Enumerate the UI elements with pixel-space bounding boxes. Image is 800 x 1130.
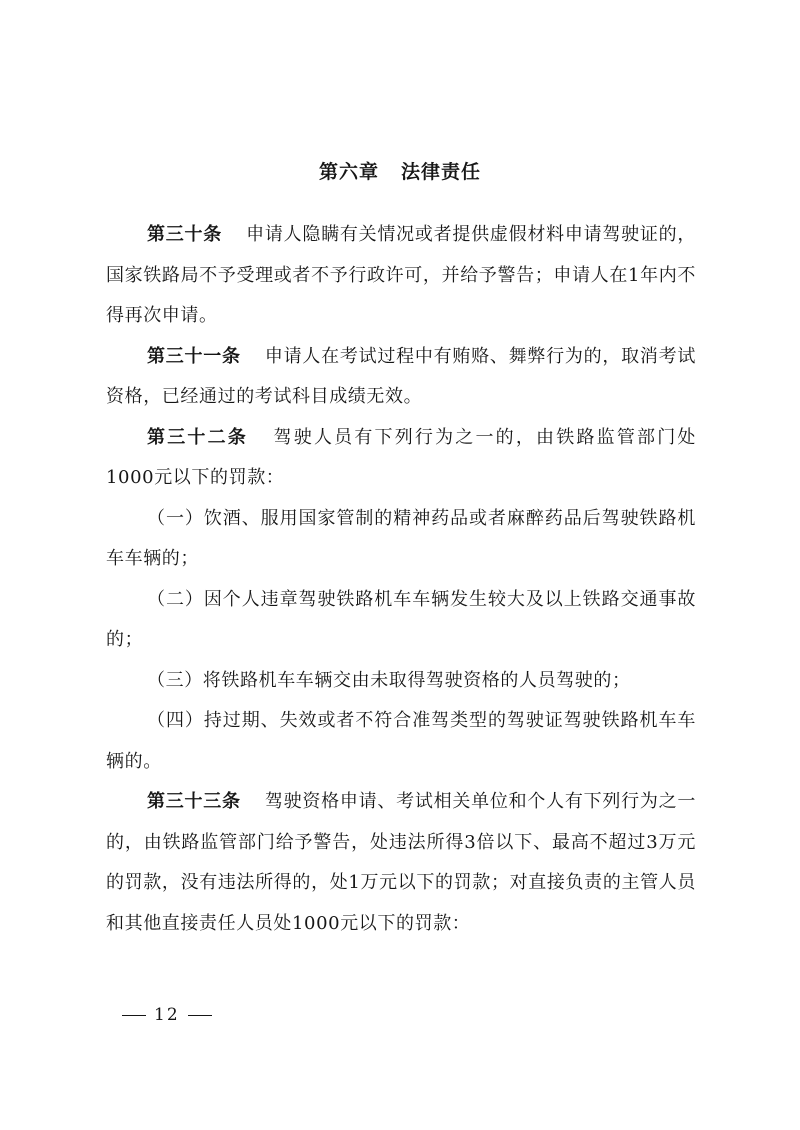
article-text: 驾驶资格申请、考试相关单位和个人有下列行为之一的，由铁路监管部门给予警告，处违法所得3倍以下、最高不超过3万元的罚款，没有违法所得的，处1万元以下的罚款；对直接负责的主管人员和其他直接责任人员处1000元以下的罚款：	[106, 791, 696, 934]
list-item-4: （四）持过期、失效或者不符合准驾类型的驾驶证驾驶铁路机车车辆的。	[106, 710, 696, 772]
article-32	[106, 418, 696, 499]
chapter-title	[0, 157, 800, 184]
article-number: 第三十三条	[147, 791, 241, 812]
list-item-1: （一）饮酒、服用国家管制的精神药品或者麻醉药品后驾驶铁路机车车辆的；	[106, 507, 696, 569]
article-30	[106, 215, 696, 337]
article-33	[106, 782, 696, 944]
footer-dash-left	[122, 1015, 146, 1016]
chapter-name: 法律责任	[401, 161, 482, 183]
article-text: 驾驶人员有下列行为之一的，由铁路监管部门处1000元以下的罚款：	[106, 426, 696, 488]
article-text: 申请人在考试过程中有贿赂、舞弊行为的，取消考试资格，已经通过的考试科目成绩无效。	[106, 345, 696, 407]
article-number: 第三十一条	[147, 345, 241, 367]
article-number: 第三十条	[147, 224, 222, 245]
article-31	[106, 337, 696, 418]
footer-dash-right	[188, 1015, 212, 1016]
list-item-3: （三）将铁路机车车辆交由未取得驾驶资格的人员驾驶的；	[147, 669, 631, 691]
page-number: 12	[154, 1005, 180, 1025]
article-text: 申请人隐瞒有关情况或者提供虚假材料申请驾驶证的，国家铁路局不予受理或者不予行政许可，并给予警告；申请人在1年内不得再次申请。	[106, 224, 696, 326]
document-body	[106, 215, 696, 944]
list-item-2: （二）因个人违章驾驶铁路机车车辆发生较大及以上铁路交通事故的；	[106, 588, 696, 650]
chapter-number: 第六章	[318, 161, 379, 183]
article-number: 第三十二条	[147, 426, 248, 448]
page-footer	[114, 1005, 220, 1025]
